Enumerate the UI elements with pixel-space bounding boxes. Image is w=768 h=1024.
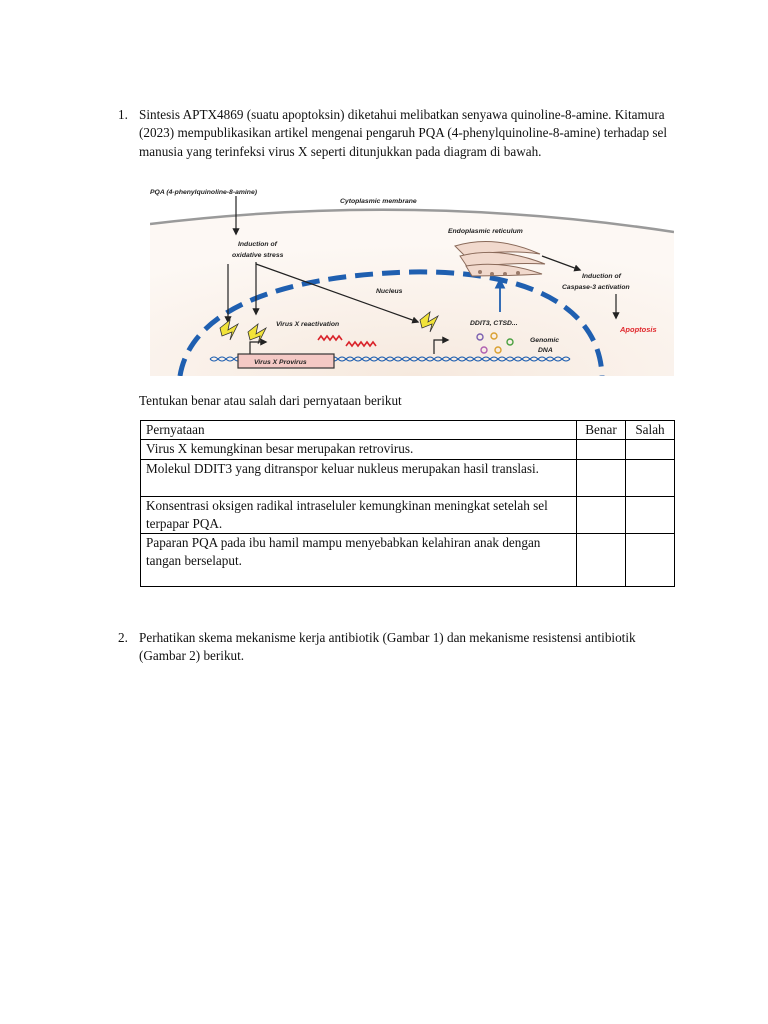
- header-false: Salah: [626, 421, 675, 440]
- statement-cell: Konsentrasi oksigen radikal intraseluler kemungkinan meningkat setelah sel terpapar PQA.: [141, 496, 577, 534]
- false-answer-cell[interactable]: [626, 440, 675, 459]
- table-row: [141, 440, 675, 459]
- ddit3-label: DDIT3, CTSD...: [470, 320, 518, 327]
- header-true: Benar: [577, 421, 626, 440]
- pqa-label: PQA (4-phenylquinoline-8-amine): [150, 189, 257, 196]
- table-row: [141, 459, 675, 496]
- oxidative-label-2: oxidative stress: [232, 252, 284, 259]
- membrane-label: Cytoplasmic membrane: [340, 198, 417, 205]
- provirus-label: Virus X Provirus: [254, 359, 307, 366]
- statement-table: [140, 420, 675, 587]
- reactivation-label: Virus X reactivation: [276, 321, 340, 328]
- question-number: 1.: [118, 107, 128, 122]
- instruction-text: Tentukan benar atau salah dari pernyataan berikut: [139, 393, 402, 408]
- nucleus-label: Nucleus: [376, 288, 403, 295]
- question-text: Sintesis APTX4869 (suatu apoptoksin) diketahui melibatkan senyawa quinoline-8-amine. Kitamura (2023) mempublikasikan artikel mengenai pengaruh PQA (4-phenylquinoline-8-amine) terhadap sel manusia yang terinfeksi virus X seperti ditunjukkan pada diagram di bawah.: [139, 107, 668, 159]
- false-answer-cell[interactable]: [626, 534, 675, 587]
- table-row: [141, 534, 675, 587]
- apoptosis-label: Apoptosis: [620, 325, 657, 334]
- genomic-label-1: Genomic: [530, 337, 560, 344]
- false-answer-cell[interactable]: [626, 459, 675, 496]
- genomic-label-2: DNA: [538, 347, 553, 354]
- caspase-label-1: Induction of: [582, 273, 621, 280]
- true-answer-cell[interactable]: [577, 534, 626, 587]
- question-number: 2.: [118, 630, 128, 645]
- table-row: [141, 496, 675, 534]
- true-answer-cell[interactable]: [577, 459, 626, 496]
- statement-cell: Molekul DDIT3 yang ditranspor keluar nukleus merupakan hasil translasi.: [141, 459, 577, 496]
- caspase-label-2: Caspase-3 activation: [562, 284, 630, 291]
- er-label: Endoplasmic reticulum: [448, 228, 523, 235]
- true-answer-cell[interactable]: [577, 440, 626, 459]
- true-answer-cell[interactable]: [577, 496, 626, 534]
- oxidative-label-1: Induction of: [238, 241, 277, 248]
- statement-cell: Paparan PQA pada ibu hamil mampu menyebabkan kelahiran anak dengan tangan berselaput.: [141, 534, 577, 587]
- cell-diagram: [150, 184, 674, 376]
- statement-cell: Virus X kemungkinan besar merupakan retrovirus.: [141, 440, 577, 459]
- question-text: Perhatikan skema mekanisme kerja antibiotik (Gambar 1) dan mekanisme resistensi antibiotik (Gambar 2) berikut.: [139, 630, 636, 664]
- false-answer-cell[interactable]: [626, 496, 675, 534]
- header-statement: Pernyataan: [141, 421, 577, 440]
